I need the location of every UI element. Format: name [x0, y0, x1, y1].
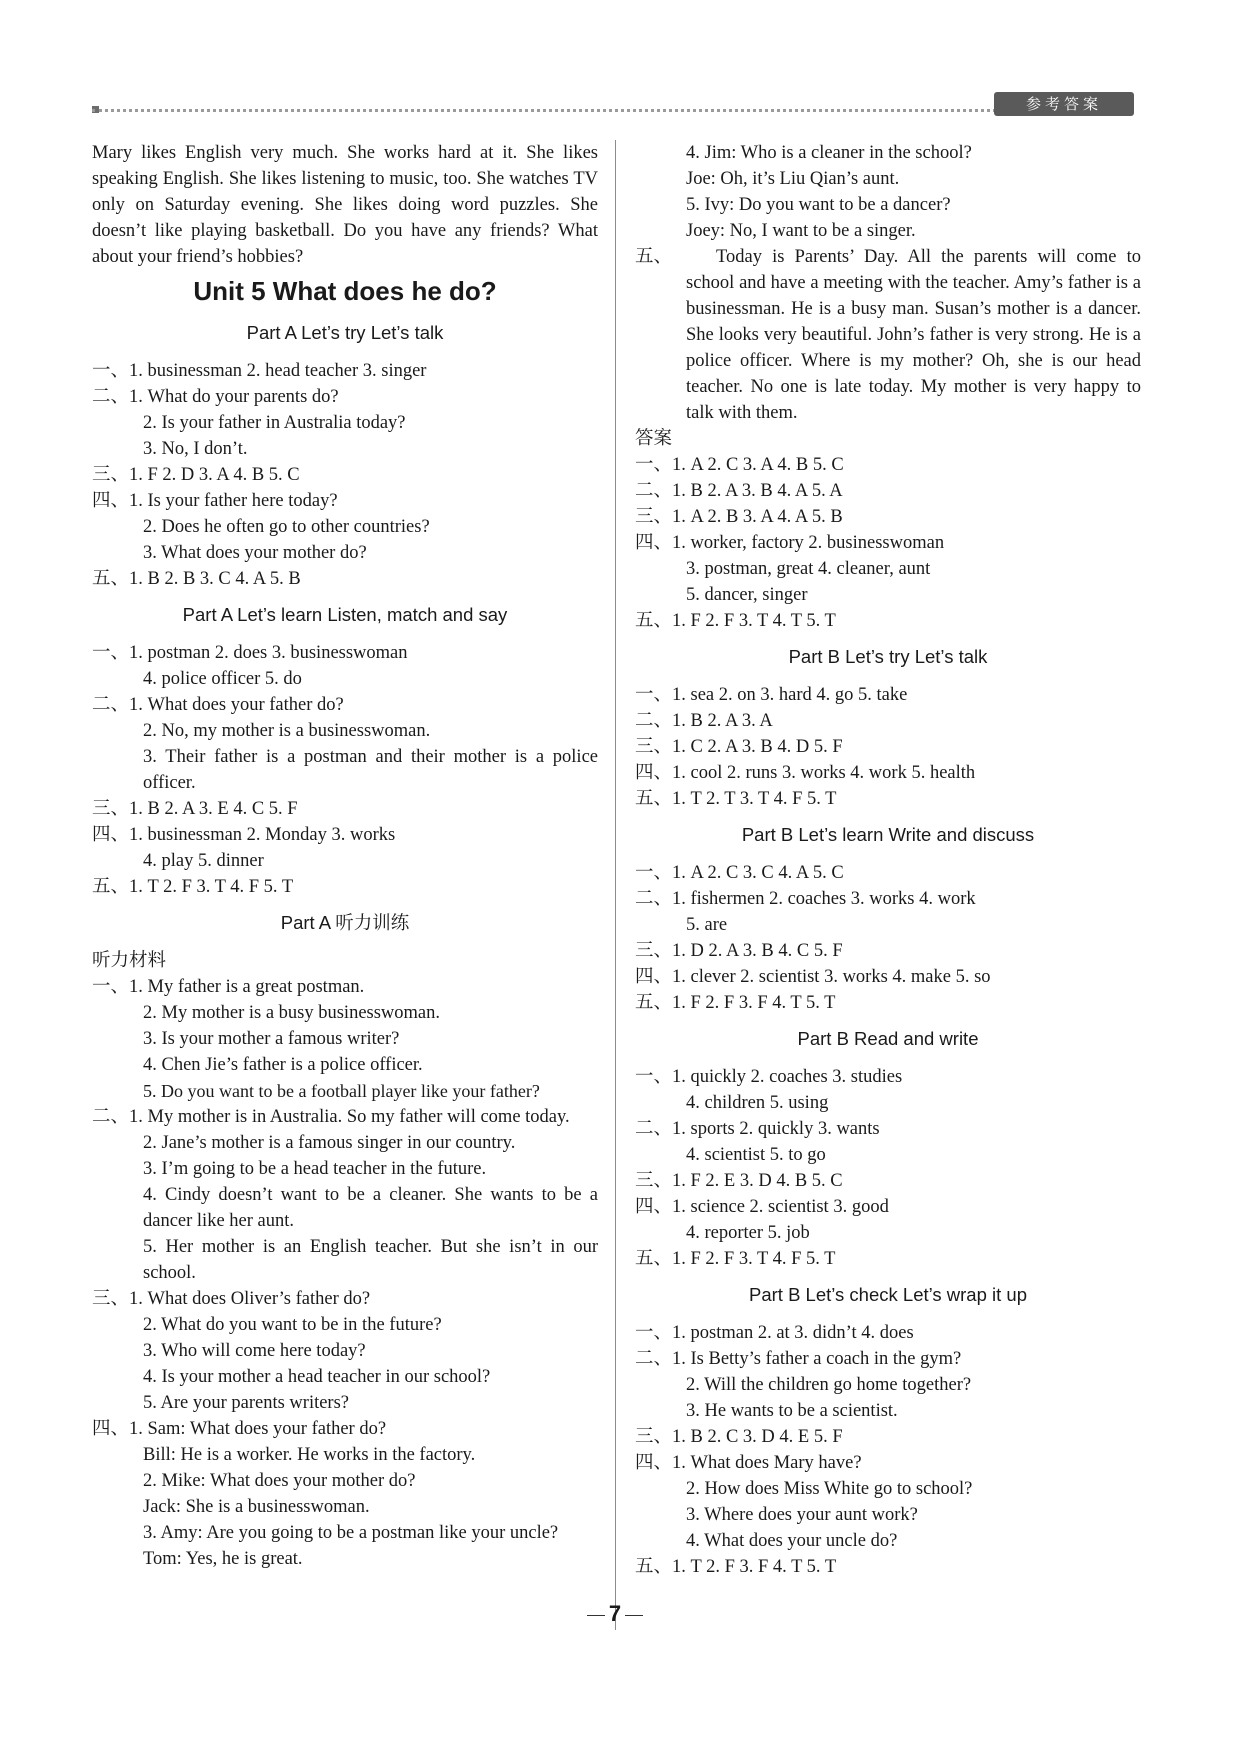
- answer-line: 5. Are your parents writers?: [143, 1393, 350, 1413]
- answer-line: 3. No, I don’t.: [143, 439, 248, 459]
- section-title: Part B Let’s try Let’s talk: [788, 646, 988, 667]
- left-column: [92, 140, 598, 1572]
- answer-line: 4. scientist 5. to go: [686, 1145, 826, 1165]
- answer-line: 2. What do you want to be in the future?: [143, 1315, 442, 1335]
- answer-line: 三、1. What does Oliver’s father do?: [92, 1289, 371, 1309]
- answer-line: 5. are: [686, 915, 728, 935]
- answer-line: 2. Mike: What does your mother do?: [143, 1471, 416, 1491]
- answer-line: 二、1. B 2. A 3. B 4. A 5. A: [635, 481, 843, 501]
- answer-line: 2. Jane’s mother is a famous singer in our country.: [143, 1133, 516, 1153]
- answer-line: 4. play 5. dinner: [143, 851, 264, 871]
- answer-line: 四、1. Is your father here today?: [92, 491, 338, 511]
- answer-line: 四、1. businessman 2. Monday 3. works: [92, 825, 396, 845]
- answer-line: 三、1. C 2. A 3. B 4. D 5. F: [635, 737, 843, 757]
- answer-line: 五、1. F 2. F 3. T 4. T 5. T: [635, 611, 836, 631]
- answer-line: 三、1. A 2. B 3. A 4. A 5. B: [635, 507, 843, 527]
- answer-line: 二、1. fishermen 2. coaches 3. works 4. work: [635, 889, 976, 909]
- answer-line: 一、1. sea 2. on 3. hard 4. go 5. take: [635, 685, 908, 705]
- answer-line: 四、1. worker, factory 2. businesswoman: [635, 533, 945, 553]
- answer-line: 一、1. A 2. C 3. A 4. B 5. C: [635, 455, 844, 475]
- answer-line: 2. How does Miss White go to school?: [686, 1479, 973, 1499]
- answer-line: 二、1. B 2. A 3. A: [635, 711, 773, 731]
- answer-line: 五、1. T 2. F 3. T 4. F 5. T: [92, 877, 294, 897]
- answer-line: 3. Is your mother a famous writer?: [143, 1029, 400, 1049]
- unit-title: Unit 5 What does he do?: [193, 276, 497, 306]
- answer-line: 4. children 5. using: [686, 1093, 829, 1113]
- answer-line: 三、1. F 2. E 3. D 4. B 5. C: [635, 1171, 843, 1191]
- answer-line: 四、1. Sam: What does your father do?: [92, 1419, 387, 1439]
- answer-line: 四、1. science 2. scientist 3. good: [635, 1197, 889, 1217]
- section-title: Part B Let’s learn Write and discuss: [741, 824, 1035, 845]
- section-title: Part B Read and write: [797, 1028, 979, 1049]
- answer-line: 一、1. postman 2. does 3. businesswoman: [92, 643, 408, 663]
- column-divider: [615, 140, 616, 1630]
- section-title: Part A 听力训练: [280, 912, 410, 933]
- answer-line: Joe: Oh, it’s Liu Qian’s aunt.: [686, 169, 900, 189]
- listening-passage: [635, 244, 1141, 426]
- answer-line: 4. Jim: Who is a cleaner in the school?: [686, 143, 972, 163]
- answer-line: 4. What does your uncle do?: [686, 1531, 898, 1551]
- answer-line: 三、1. B 2. C 3. D 4. E 5. F: [635, 1427, 843, 1447]
- answer-line: 3. What does your mother do?: [143, 543, 367, 563]
- answers-label: 答案: [635, 429, 673, 449]
- page-number: 7: [575, 1601, 655, 1627]
- answer-line: 5. dancer, singer: [686, 585, 808, 605]
- answer-line: 五、1. T 2. F 3. F 4. T 5. T: [635, 1557, 837, 1577]
- answer-line: 二、1. My mother is in Australia. So my father will come today.: [92, 1107, 570, 1127]
- answer-line: 五、1. B 2. B 3. C 4. A 5. B: [92, 569, 301, 589]
- listening-label: 听力材料: [92, 951, 167, 971]
- intro-paragraph: Mary likes English very much. She works hard at it. She likes speaking English. She likes listening to music, too. She watches TV only on Saturday evening. She likes doing word puzzles. She doesn’t like playing basketball. Do you have any friends? What about your friend’s hobbies?: [92, 143, 598, 267]
- answer-line: Tom: Yes, he is great.: [143, 1549, 303, 1569]
- answer-line: Joey: No, I want to be a singer.: [686, 221, 916, 241]
- answer-line: 5. Her mother is an English teacher. But she isn’t in our school.: [143, 1237, 598, 1283]
- answer-line: 二、1. Is Betty’s father a coach in the gym?: [635, 1349, 962, 1369]
- answer-line: 4. police officer 5. do: [143, 669, 302, 689]
- answer-line: 五、1. T 2. T 3. T 4. F 5. T: [635, 789, 837, 809]
- answer-line: 三、1. D 2. A 3. B 4. C 5. F: [635, 941, 843, 961]
- answer-line: 二、1. What does your father do?: [92, 695, 344, 715]
- answer-line: 一、1. businessman 2. head teacher 3. singer: [92, 361, 427, 381]
- right-column: [635, 140, 1141, 1580]
- answer-line: 一、1. A 2. C 3. C 4. A 5. C: [635, 863, 844, 883]
- answer-line: 四、1. What does Mary have?: [635, 1453, 862, 1473]
- answer-line: Bill: He is a worker. He works in the factory.: [143, 1445, 476, 1465]
- answer-line: 二、1. sports 2. quickly 3. wants: [635, 1119, 880, 1139]
- answer-line: 3. Their father is a postman and their mother is a police officer.: [143, 747, 598, 793]
- answer-line: 二、1. What do your parents do?: [92, 387, 339, 407]
- header-tab: 参考答案: [994, 92, 1134, 116]
- answer-line: 4. Is your mother a head teacher in our school?: [143, 1367, 491, 1387]
- passage-number: 五、: [635, 247, 673, 267]
- answer-line: 2. My mother is a busy businesswoman.: [143, 1003, 441, 1023]
- answer-line: 五、1. F 2. F 3. T 4. F 5. T: [635, 1249, 836, 1269]
- answer-line: 三、1. F 2. D 3. A 4. B 5. C: [92, 465, 300, 485]
- passage-text: Today is Parents’ Day. All the parents will come to school and have a meeting with the teacher. Amy’s father is a businessman. He is a busy man. Susan’s mother is a dancer. She looks very beautiful. John’s father is very strong. He is a police officer. Where is my mother? Oh, she is our head teacher. No one is late today. My mother is very happy to talk with them.: [686, 247, 1141, 423]
- answer-line: 3. Amy: Are you going to be a postman like your uncle?: [143, 1523, 559, 1543]
- section-title: Part B Let’s check Let’s wrap it up: [749, 1284, 1027, 1305]
- answer-line: 四、1. clever 2. scientist 3. works 4. make 5. so: [635, 967, 991, 987]
- answer-line: 4. Chen Jie’s father is a police officer.: [143, 1055, 423, 1075]
- answer-line: 三、1. B 2. A 3. E 4. C 5. F: [92, 799, 298, 819]
- header-dotted-rule: [92, 109, 996, 112]
- answer-line: 5. Ivy: Do you want to be a dancer?: [686, 195, 951, 215]
- answer-line: 一、1. quickly 2. coaches 3. studies: [635, 1067, 903, 1087]
- section-title: Part A Let’s learn Listen, match and say: [182, 604, 508, 625]
- answer-line: 2. Does he often go to other countries?: [143, 517, 430, 537]
- answer-line: 3. I’m going to be a head teacher in the future.: [143, 1159, 487, 1179]
- answer-line: 四、1. cool 2. runs 3. works 4. work 5. health: [635, 763, 976, 783]
- answer-line: 2. Will the children go home together?: [686, 1375, 972, 1395]
- answer-line: 4. Cindy doesn’t want to be a cleaner. She wants to be a dancer like her aunt.: [143, 1185, 598, 1231]
- answer-line: 4. reporter 5. job: [686, 1223, 810, 1243]
- answer-line: 3. He wants to be a scientist.: [686, 1401, 898, 1421]
- answer-line: 3. Who will come here today?: [143, 1341, 366, 1361]
- answer-line: 一、1. postman 2. at 3. didn’t 4. does: [635, 1323, 914, 1343]
- answer-line: 5. Do you want to be a football player like your father?: [143, 1081, 540, 1101]
- answer-line: 3. postman, great 4. cleaner, aunt: [686, 559, 931, 579]
- answer-line: Jack: She is a businesswoman.: [143, 1497, 370, 1517]
- answer-line: 一、1. My father is a great postman.: [92, 977, 365, 997]
- answer-line: 五、1. F 2. F 3. F 4. T 5. T: [635, 993, 836, 1013]
- answer-line: 2. Is your father in Australia today?: [143, 413, 406, 433]
- answer-line: 3. Where does your aunt work?: [686, 1505, 918, 1525]
- answer-line: 2. No, my mother is a businesswoman.: [143, 721, 431, 741]
- section-title: Part A Let’s try Let’s talk: [246, 322, 444, 343]
